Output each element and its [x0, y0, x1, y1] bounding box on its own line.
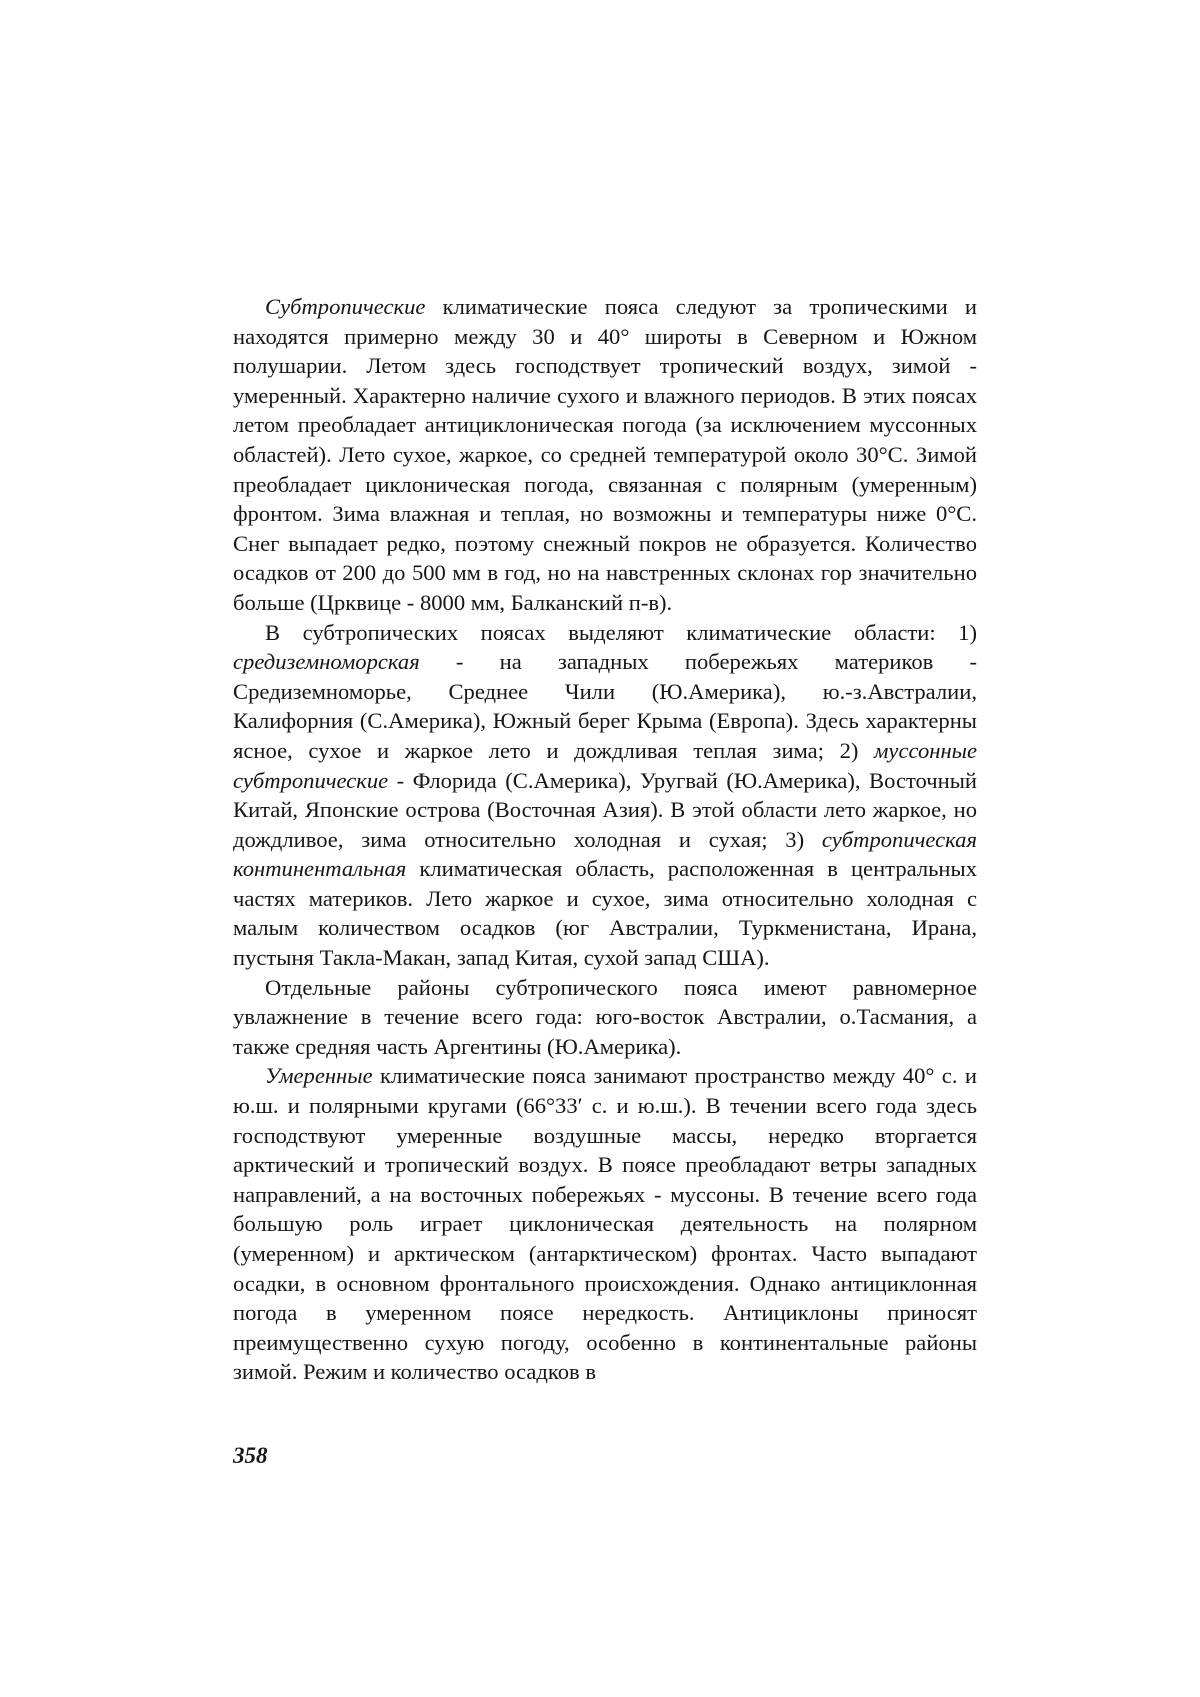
paragraph-subtropical-regions — [233, 618, 977, 973]
paragraph-text: - на западных побережьях материков - Средиземноморье, Среднее Чили (Ю.Америка), ю.-з.Австралии, Калифорния (С.Америка), Южный берег Крыма (Европа). Здесь характерны ясное, сухое и жаркое лето и дождливая теплая зима; 2) — [233, 649, 977, 763]
body-text — [233, 292, 977, 1387]
paragraph-subtropical-belts — [233, 292, 977, 618]
page-number: 358 — [233, 1443, 268, 1468]
paragraph-temperate-belts — [233, 1061, 977, 1387]
paragraph-text: - Флорида (С.Америка), Уругвай (Ю.Америка), Восточный Китай, Японские острова (Восточная Азия). В этой области лето жаркое, но дождливое, зима относительно холодная и сухая; 3) — [233, 767, 977, 852]
term-subtropical: Субтропические — [265, 294, 426, 319]
term-temperate: Умеренные — [265, 1063, 373, 1089]
paragraph-text: Отдельные районы субтропического пояса имеют равномерное увлажнение в течение всего года: юго-восток Австралии, о.Тасмания, а также средняя часть Аргентины (Ю.Америка). — [233, 974, 977, 1059]
paragraph-text: климатические пояса следуют за тропическими и находятся примерно между 30 и 40° широты в Северном и Южном полушарии. Летом здесь господствует тропический воздух, зимой - умеренный. Характерно наличие сухого и влажного периодов. В этих поясах летом преобладает антициклоническая погода (за исключением муссонных областей). Лето сухое, жаркое, со средней температурой около 30°С. Зимой преобладает циклоническая погода, связанная с полярным (умеренным) фронтом. Зима влажная и теплая, но возможны и температуры ниже 0°С. Снег выпадает редко, поэтому снежный покров не образуется. Количество осадков от 200 до 500 мм в год, но на навстренных склонах гор значительно больше (Црквице - 8000 мм, Балканский п-в). — [233, 294, 977, 615]
term-monsoon-subtropical: муссонные субтропические — [233, 737, 977, 793]
paragraph-text: климатические пояса занимают пространство между 40° с. и ю.ш. и полярными кругами (66°33′ с. и ю.ш.). В течении всего года здесь господствуют умеренные воздушные массы, нередко вторгается арктический и тропический воздух. В поясе преобладают ветры западных направлений, а на восточных побережьях - муссоны. В течение всего года большую роль играет циклоническая деятельность на полярном (умеренном) и арктическом (антарктическом) фронтах. Часто выпадают осадки, в основном фронтального происхождения. Однако антициклонная погода в умеренном поясе нередкость. Антициклоны приносят преимущественно сухую погоду, особенно в континентальные районы зимой. Режим и количество осадков в — [233, 1063, 977, 1385]
paragraph-text: В субтропических поясах выделяют климатические области: 1) — [265, 619, 977, 645]
term-subtropical-continental: субтропическая континентальная — [233, 826, 977, 882]
paragraph-text: климатическая область, расположенная в центральных частях материков. Лето жаркое и сухое, зима относительно холодная с малым количеством осадков (юг Австралии, Туркменистана, Ирана, пустыня Такла-Макан, запад Китая, сухой запад США). — [233, 856, 977, 971]
term-mediterranean: средиземноморская — [233, 649, 420, 675]
paragraph-uniform-moisture — [233, 973, 977, 1062]
